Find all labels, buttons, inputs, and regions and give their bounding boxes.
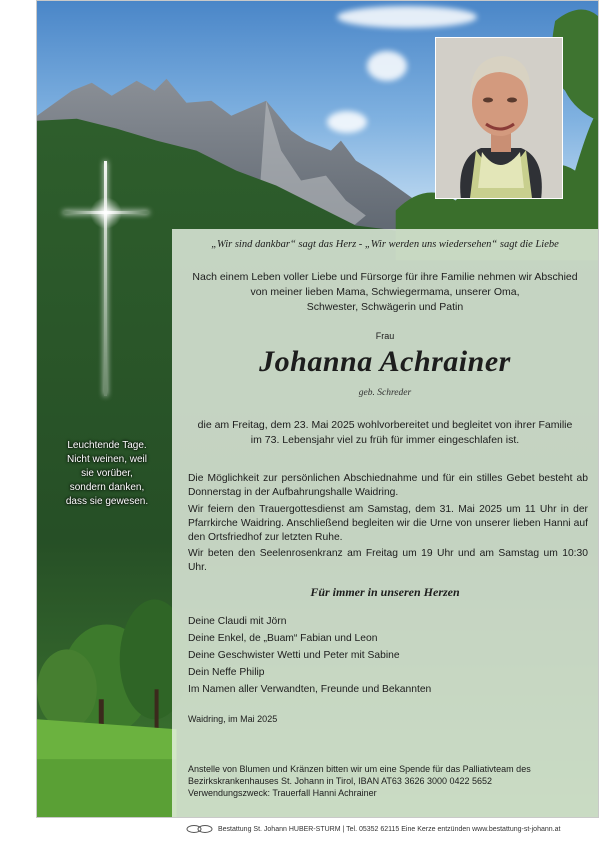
- death-line: im 73. Lebensjahr viel zu früh für immer eingeschlafen ist.: [250, 434, 520, 446]
- born-name: geb. Schreder: [358, 388, 412, 398]
- intro-line: Nach einem Leben voller Liebe und Fürsorge für ihre Familie nehmen wir Abschied: [192, 271, 578, 283]
- mourner-line: Dein Neffe Philip: [188, 667, 265, 678]
- deceased-name: Johanna Achrainer: [259, 345, 511, 378]
- intro-text: [171, 270, 599, 315]
- viewing-info: Die Möglichkeit zur persönlichen Abschiednahme und für ein stilles Gebet besteht ab Donnerstag in der Aufbahrungshalle Waidring.: [188, 473, 588, 498]
- donation-line: Verwendungszweck: Trauerfall Hanni Achrainer: [188, 788, 377, 798]
- memorial-poem: [57, 439, 157, 509]
- poem-line: sondern danken,: [69, 482, 145, 493]
- poem-line: Nicht weinen, weil: [66, 454, 148, 465]
- death-line: die am Freitag, dem 23. Mai 2025 wohlvorbereitet und begleitet von ihrer Familie: [197, 419, 573, 431]
- cross-vertical-beam: [104, 161, 107, 396]
- intro-line: Schwester, Schwägerin und Patin: [306, 301, 464, 313]
- donation-line: Bezirkskrankenhauses St. Johann in Tirol, IBAN AT63 3626 3000 0422 5652: [188, 776, 493, 786]
- mourner-line: Deine Enkel, de „Buam“ Fabian und Leon: [188, 633, 378, 644]
- intro-line: von meiner lieben Mama, Schwiegermama, unserer Oma,: [250, 286, 520, 298]
- salutation: Frau: [375, 331, 395, 341]
- poem-line: sie vorüber,: [81, 468, 133, 479]
- funeral-home-logo-icon: [186, 824, 214, 834]
- mourner-line: Deine Claudi mit Jörn: [188, 616, 287, 627]
- portrait-photo: [435, 37, 563, 199]
- donation-line: Anstelle von Blumen und Kränzen bitten wir um eine Spende für das Palliativteam des: [188, 764, 531, 774]
- footer: [0, 818, 600, 842]
- death-notice: [171, 418, 599, 448]
- donation-note: [188, 763, 558, 799]
- motto: Für immer in unseren Herzen: [310, 585, 460, 599]
- mourners-list: [188, 613, 568, 698]
- service-info: Wir feiern den Trauergottesdienst am Samstag, dem 31. Mai 2025 um 11 Uhr in der Pfarrkirche Waidring. Anschließend begleiten wir die Urne von unserer lieben Hanni auf den Ortsfriedhof zur letzten Ruhe.: [188, 504, 588, 543]
- opening-quote: „Wir sind dankbar“ sagt das Herz - „Wir werden uns wiedersehen“ sagt die Liebe: [211, 239, 559, 250]
- mourner-line: Deine Geschwister Wetti und Peter mit Sabine: [188, 650, 400, 661]
- poem-line: Leuchtende Tage.: [67, 440, 147, 451]
- poem-line: dass sie gewesen.: [65, 496, 149, 507]
- place-date: Waidring, im Mai 2025: [188, 714, 278, 724]
- mourner-line: Im Namen aller Verwandten, Freunde und Bekannten: [188, 684, 432, 695]
- cross-horizontal-beam: [63, 211, 149, 214]
- portrait-image: [436, 38, 563, 199]
- footer-text: Bestattung St. Johann HUBER-STURM | Tel. 05352 62115 Eine Kerze entzünden www.bestattung-st-johann.at: [218, 826, 561, 833]
- rosary-info: Wir beten den Seelenrosenkranz am Freitag um 19 Uhr und am Samstag um 10:30 Uhr.: [188, 548, 588, 573]
